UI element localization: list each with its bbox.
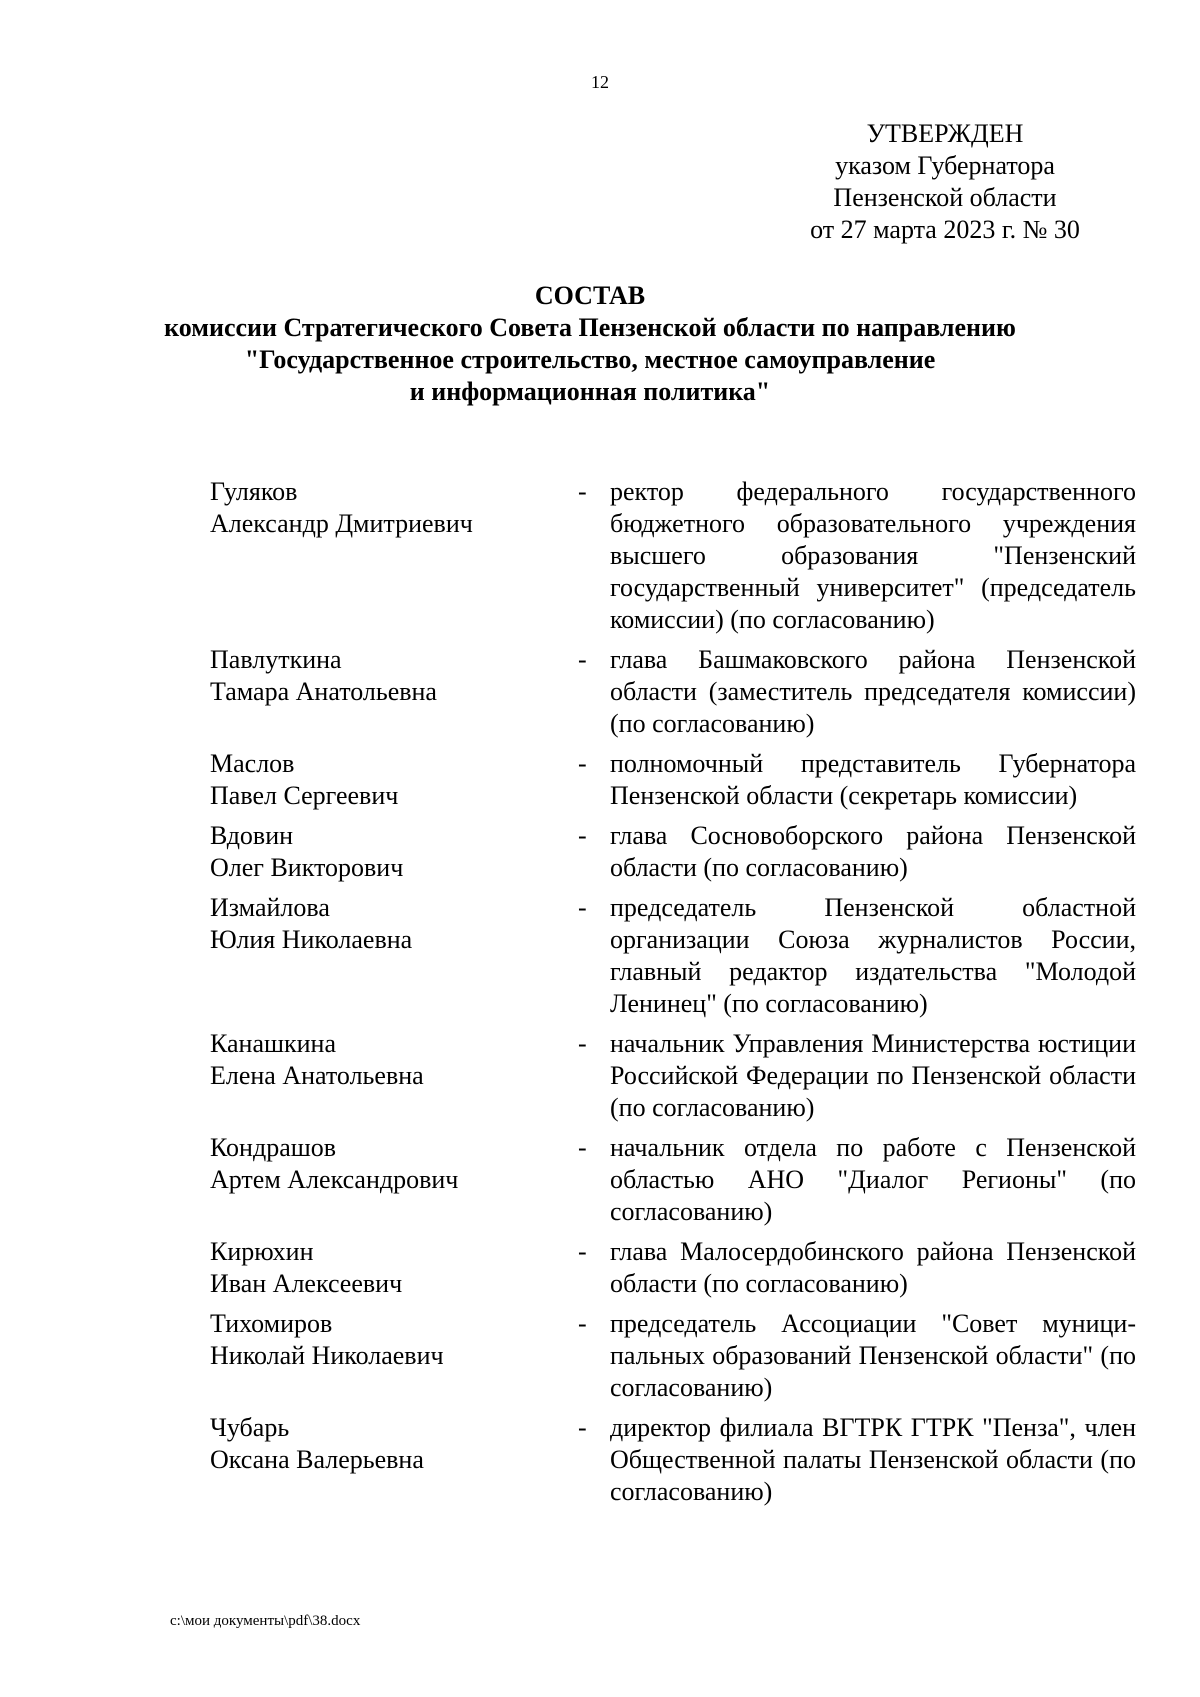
member-row	[210, 1236, 1136, 1300]
member-name	[210, 1308, 570, 1404]
member-row	[210, 748, 1136, 812]
member-dash: -	[578, 1309, 587, 1338]
document-title	[140, 280, 1040, 408]
member-given-name: Павел Сергеевич	[210, 781, 399, 810]
footer-file-path: c:\мои документы\pdf\38.docx	[170, 1613, 361, 1629]
member-name	[210, 892, 570, 1020]
member-description: ректор федерального государственного бюджетного образовательного учреждения высшего образования "Пензенский государственный университет" (председатель комиссии) (по согласованию)	[610, 477, 1136, 634]
member-name	[210, 1412, 570, 1508]
member-surname: Вдовин	[210, 821, 294, 850]
member-surname: Гуляков	[210, 477, 298, 506]
member-dash: -	[578, 1237, 587, 1266]
member-given-name: Александр Дмитриевич	[210, 509, 473, 538]
title-heading: СОСТАВ	[534, 281, 646, 310]
member-surname: Измайлова	[210, 893, 330, 922]
member-given-name: Елена Анатольевна	[210, 1061, 424, 1090]
member-name	[210, 1236, 570, 1300]
approval-line-approved: УТВЕРЖДЕН	[866, 119, 1024, 148]
member-given-name: Николай Николаевич	[210, 1341, 444, 1370]
member-description: глава Сосновоборского района Пензенской области (по согласованию)	[610, 821, 1136, 882]
member-surname: Канашкина	[210, 1029, 337, 1058]
member-row	[210, 1412, 1136, 1508]
member-name	[210, 644, 570, 740]
member-dash: -	[578, 645, 587, 674]
member-name	[210, 1028, 570, 1124]
member-description: председатель Пензенской областной организации Союза журналистов России, главный редактор издательства "Молодой Ленинец" (по согласованию)	[610, 893, 1136, 1018]
member-row	[210, 892, 1136, 1020]
member-name	[210, 476, 570, 636]
member-name	[210, 820, 570, 884]
member-dash: -	[578, 749, 587, 778]
member-surname: Тихомиров	[210, 1309, 333, 1338]
member-surname: Кирюхин	[210, 1237, 314, 1266]
member-description: председатель Ассоциации "Совет муници-пальных образований Пензенской области" (по согласованию)	[610, 1309, 1136, 1402]
member-dash: -	[578, 477, 587, 506]
member-given-name: Тамара Анатольевна	[210, 677, 437, 706]
member-surname: Чубарь	[210, 1413, 290, 1442]
member-given-name: Оксана Валерьевна	[210, 1445, 424, 1474]
member-given-name: Иван Алексеевич	[210, 1269, 403, 1298]
member-surname: Павлуткина	[210, 645, 342, 674]
member-row	[210, 1308, 1136, 1404]
member-dash: -	[578, 821, 587, 850]
member-description: начальник Управления Министерства юстиции Российской Федерации по Пензенской области (по согласованию)	[610, 1029, 1136, 1122]
members-list	[210, 476, 1136, 1508]
member-given-name: Олег Викторович	[210, 853, 404, 882]
member-description: полномочный представитель Губернатора Пензенской области (секретарь комиссии)	[610, 749, 1136, 810]
member-description: начальник отдела по работе с Пензенской областью АНО "Диалог Регионы" (по согласованию)	[610, 1133, 1136, 1226]
approval-line-region: Пензенской области	[833, 183, 1057, 212]
member-description: глава Башмаковского района Пензенской области (заместитель председателя комиссии) (по согласованию)	[610, 645, 1136, 738]
member-name	[210, 1132, 570, 1228]
member-given-name: Юлия Николаевна	[210, 925, 413, 954]
member-name	[210, 748, 570, 812]
member-surname: Маслов	[210, 749, 295, 778]
member-dash: -	[578, 1029, 587, 1058]
member-dash: -	[578, 893, 587, 922]
member-row	[210, 1028, 1136, 1124]
title-line-2: комиссии Стратегического Совета Пензенской области по направлению	[164, 313, 1016, 342]
member-row	[210, 1132, 1136, 1228]
page-number: 12	[591, 72, 609, 92]
approval-line-date: от 27 марта 2023 г. № 30	[810, 215, 1080, 244]
member-description: директор филиала ВГТРК ГТРК "Пенза", член Общественной палаты Пензенской области (по согласованию)	[610, 1413, 1136, 1506]
approval-line-decree: указом Губернатора	[835, 151, 1055, 180]
member-dash: -	[578, 1413, 587, 1442]
member-dash: -	[578, 1133, 587, 1162]
title-line-3: "Государственное строительство, местное самоуправление	[244, 345, 936, 374]
member-description: глава Малосердобинского района Пензенской области (по согласованию)	[610, 1237, 1136, 1298]
member-row	[210, 820, 1136, 884]
member-row	[210, 476, 1136, 636]
member-row	[210, 644, 1136, 740]
member-surname: Кондрашов	[210, 1133, 337, 1162]
approval-stamp	[780, 118, 1110, 246]
member-given-name: Артем Александрович	[210, 1165, 459, 1194]
title-line-4: и информационная политика"	[409, 377, 771, 406]
